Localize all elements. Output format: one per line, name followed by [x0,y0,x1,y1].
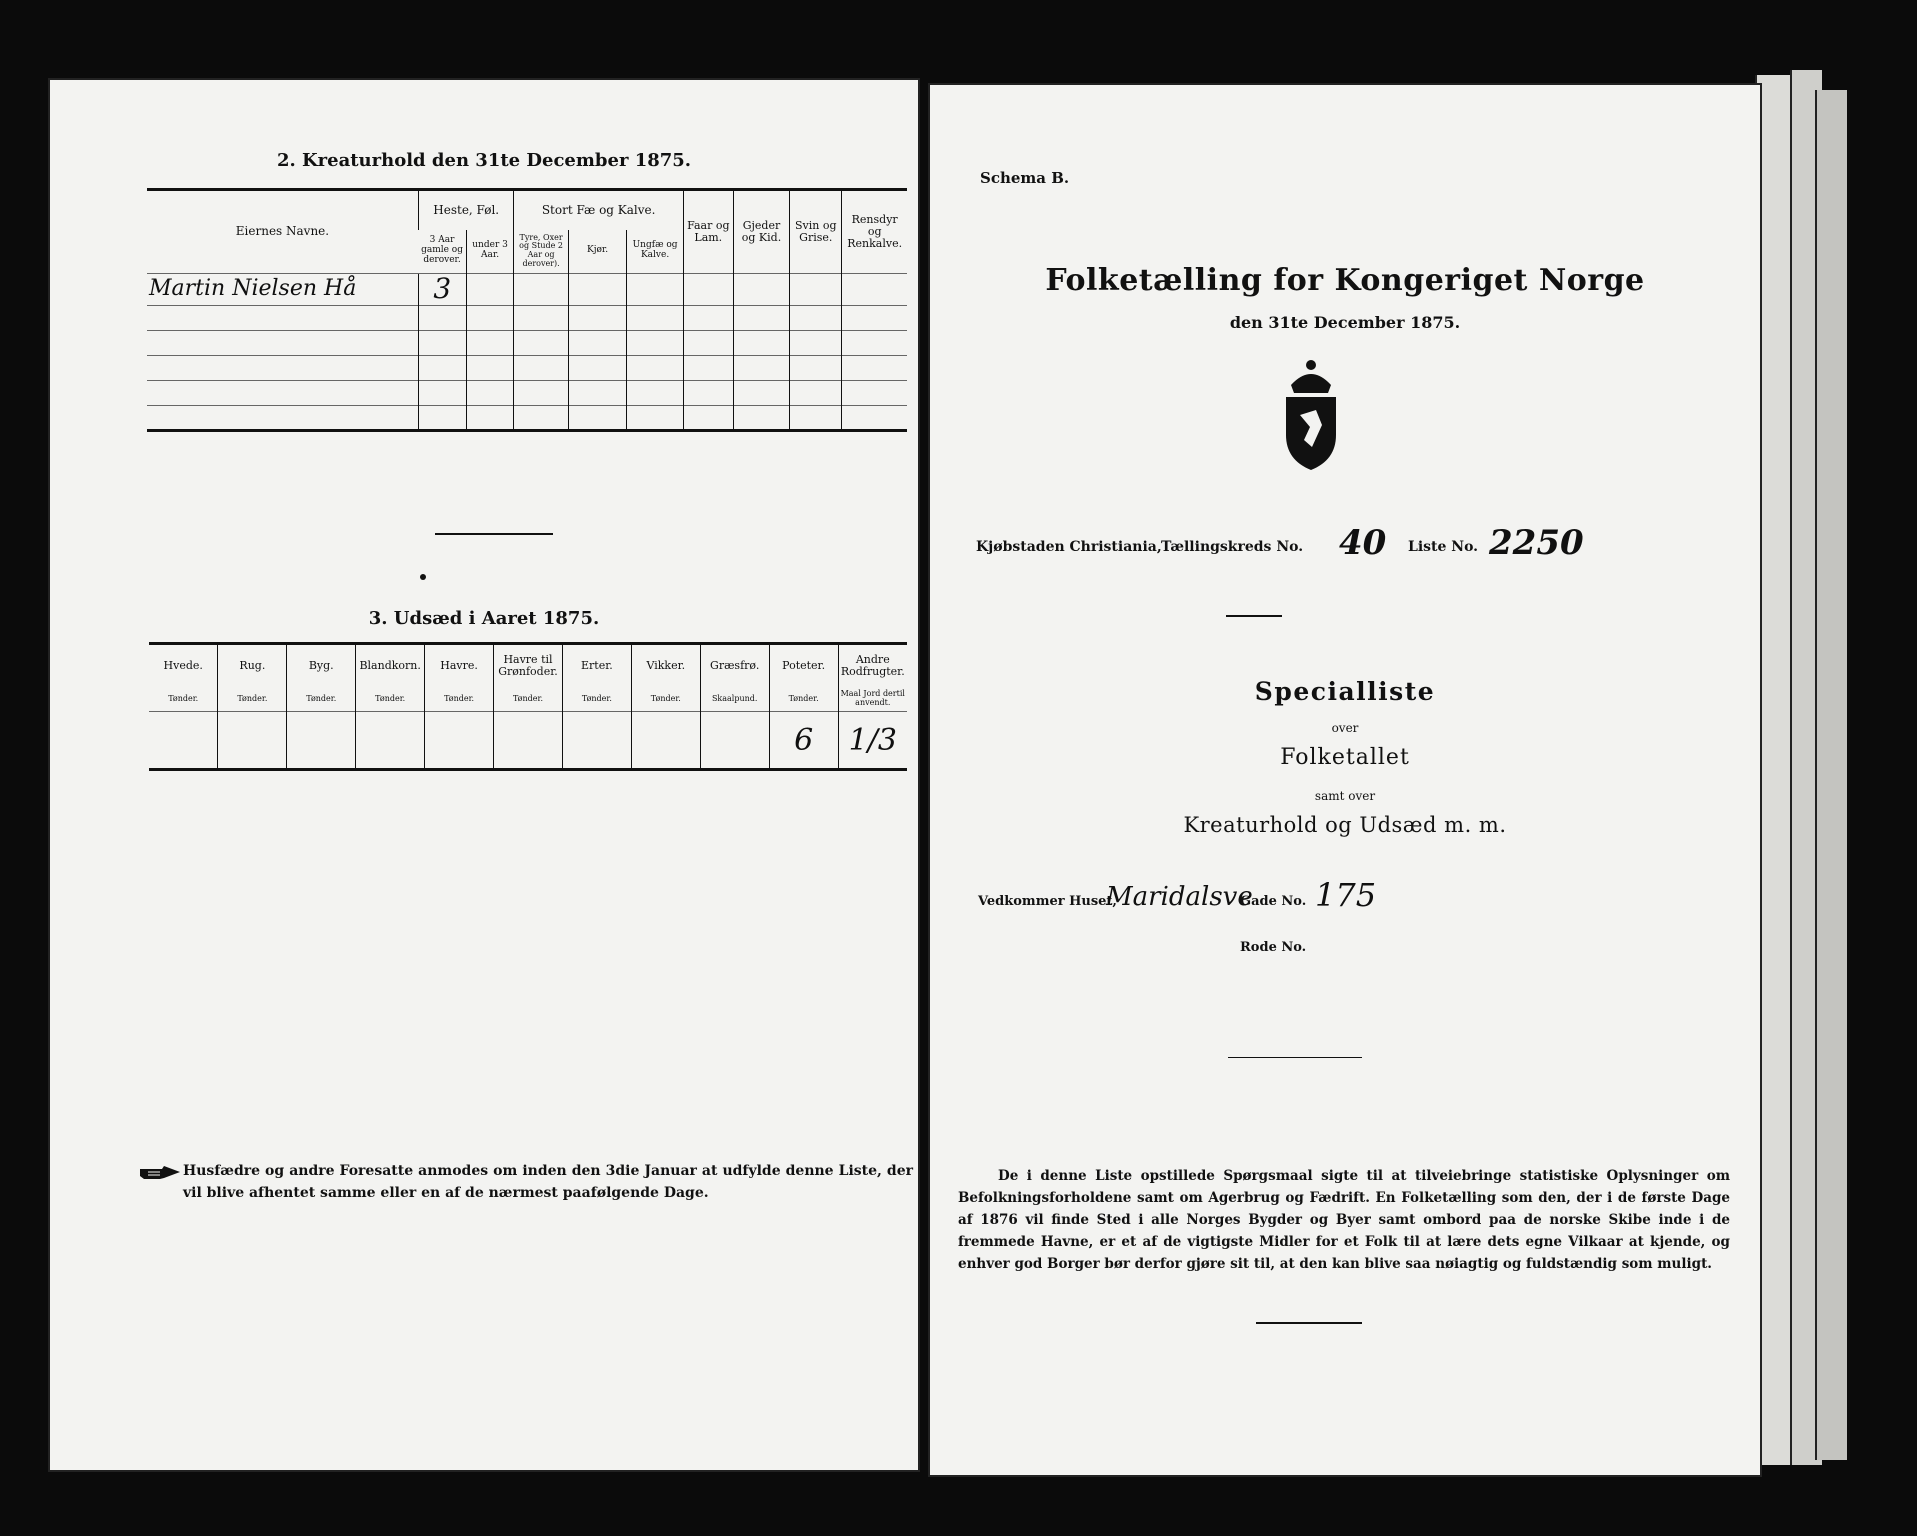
livestock-cell-horses_3plus [418,305,466,330]
livestock-cell-owner [147,355,418,380]
rode-label: Rode No. [1240,940,1307,955]
gade-value: 175 [1315,876,1377,914]
table-row [147,405,907,430]
livestock-cell-horses_3plus: 3 [418,274,466,306]
livestock-cell-horses_under3 [466,330,514,355]
closing-text: De i denne Liste opstillede Spørgsmaal sigte til at tilveiebringe statistiske Oplysninger om Befolkningsforholdene samt om Agerbrug og Fædrift. En Folketælling som den, der i de første Dage af 1876 vil finde Sted i alle Norges Bygder og Byer samt ombord paa de norske Skibe inde i de fremmede Havne, er et af de vigtigste Midler for et Folk til at lære dets egne Vilkaar at kjende, og enhver god Borger bør derfor gjøre sit til, at den kan blive saa nøiagtig og fuldstændig som muligt. [958,1168,1730,1272]
livestock-cell-sheep [683,305,733,330]
sowing-title: 3. Udsæd i Aaret 1875. [368,608,600,629]
livestock-cell-owner [147,405,418,430]
livestock-cell-cows [568,355,627,380]
sowing-header: Vikker. [631,644,700,688]
livestock-cell-pigs [790,274,842,306]
livestock-cell-horses_under3 [466,355,514,380]
divider [1226,615,1282,617]
livestock-cell-sheep [683,405,733,430]
livestock-cell-pigs [790,305,842,330]
table-row [147,274,907,306]
livestock-cell-young [627,330,683,355]
divider [1228,1057,1362,1058]
sowing-header: Rug. [218,644,287,688]
livestock-cell-oxen [514,330,568,355]
house-label: Vedkommer Huset, [978,894,1117,909]
sowing-unit: Tønder. [494,688,563,712]
livestock-cell-horses_3plus [418,355,466,380]
folketallet-text: Folketallet [1280,745,1410,770]
livestock-cell-oxen [514,355,568,380]
sowing-value: 6 [769,712,838,770]
sheep-header: Faar og Lam. [683,190,733,274]
street-value: Maridalsve [1106,882,1253,912]
livestock-cell-cows [568,380,627,405]
livestock-cell-horses_3plus [418,405,466,430]
horses-under3-header: under 3 Aar. [466,230,514,274]
sowing-unit: Tønder. [631,688,700,712]
livestock-cell-horses_3plus [418,330,466,355]
livestock-cell-young [627,380,683,405]
census-date: den 31te December 1875. [1229,313,1461,332]
livestock-cell-young [627,355,683,380]
sowing-value [631,712,700,770]
livestock-cell-goats [733,380,789,405]
livestock-cell-reindeer [842,380,907,405]
sowing-header: Græsfrø. [700,644,769,688]
divider [435,533,553,535]
sowing-value [218,712,287,770]
livestock-cell-oxen [514,274,568,306]
sowing-unit: Skaalpund. [700,688,769,712]
livestock-cell-pigs [790,330,842,355]
livestock-cell-oxen [514,405,568,430]
sowing-value [425,712,494,770]
sowing-header: Havre. [425,644,494,688]
sowing-header: Erter. [562,644,631,688]
horses-3plus-header: 3 Aar gamle og derover. [421,235,463,266]
sowing-unit: Tønder. [356,688,425,712]
cows-header: Kjør. [568,230,627,274]
table-row [147,305,907,330]
sowing-header: Blandkorn. [356,644,425,688]
livestock-cell-cows [568,305,627,330]
young-cattle-header: Ungfæ og Kalve. [627,230,683,274]
sowing-value [562,712,631,770]
ink-dot [420,574,426,580]
livestock-cell-owner [147,330,418,355]
livestock-cell-young [627,274,683,306]
page-edge [1815,90,1847,1460]
right-page [930,85,1760,1475]
livestock-cell-reindeer [842,355,907,380]
livestock-cell-goats [733,274,789,306]
kreds-label: Tællingskreds No. [1161,539,1304,555]
livestock-cell-cows [568,405,627,430]
livestock-cell-horses_3plus [418,380,466,405]
livestock-cell-goats [733,355,789,380]
sowing-unit: Tønder. [562,688,631,712]
sowing-value [356,712,425,770]
sowing-header: Havre til Grønfoder. [494,644,563,688]
livestock-cell-goats [733,405,789,430]
livestock-cell-sheep [683,274,733,306]
sowing-unit: Tønder. [769,688,838,712]
sowing-header: Andre Rodfrugter. [838,644,907,688]
livestock-cell-reindeer [842,405,907,430]
horses-header: Heste, Føl. [418,190,514,230]
sowing-table [149,642,907,771]
sowing-unit: Tønder. [168,693,199,703]
livestock-cell-owner [147,305,418,330]
sowing-value [494,712,563,770]
sowing-value: 1/3 [838,712,907,770]
schema-label: Schema B. [980,169,1070,187]
livestock-cell-reindeer [842,330,907,355]
table-row [147,380,907,405]
livestock-cell-sheep [683,380,733,405]
city-label: Kjøbstaden Christiania, [976,539,1162,555]
gade-label: Gade No. [1240,894,1307,909]
goats-header: Gjeder og Kid. [733,190,789,274]
livestock-cell-horses_under3 [466,274,514,306]
kreds-value: 40 [1339,523,1387,563]
livestock-cell-owner [147,380,418,405]
livestock-cell-sheep [683,330,733,355]
over-text: over [1331,721,1359,735]
livestock-cell-horses_under3 [466,305,514,330]
table-row [147,330,907,355]
table-row [147,355,907,380]
samt-over-text: samt over [1314,789,1376,803]
livestock-cell-oxen [514,380,568,405]
pointing-hand-icon [138,1163,182,1187]
livestock-cell-cows [568,274,627,306]
owner-header: Eiernes Navne. [147,190,418,274]
liste-value: 2250 [1489,523,1584,563]
sowing-unit: Maal Jord dertil anvendt. [838,688,907,712]
sowing-header: Byg. [287,644,356,688]
livestock-cell-goats [733,305,789,330]
livestock-cell-goats [733,330,789,355]
pigs-header: Svin og Grise. [790,190,842,274]
livestock-cell-cows [568,330,627,355]
sowing-header: Poteter. [769,644,838,688]
district-line [976,523,1756,569]
livestock-cell-reindeer [842,305,907,330]
oxen-header: Tyre, Oxer og Stude 2 Aar og derover). [514,230,568,274]
sowing-unit: Tønder. [218,688,287,712]
livestock-cell-horses_under3 [466,405,514,430]
livestock-cell-owner: Martin Nielsen Hå [147,274,418,306]
livestock-cell-young [627,305,683,330]
sowing-value [149,712,218,770]
kreaturhold-text: Kreaturhold og Udsæd m. m. [1183,813,1507,837]
notice-text: Husfædre og andre Foresatte anmodes om inden den 3die Januar at udfylde denne Liste, der vil blive afhentet samme eller en af de nærmest paafølgende Dage. [183,1163,913,1201]
special-title: Specialliste [1254,677,1436,706]
livestock-cell-reindeer [842,274,907,306]
left-page [50,80,918,1470]
liste-label: Liste No. [1408,539,1479,555]
reindeer-header: Rensdyr og Renkalve. [842,190,907,274]
livestock-cell-horses_under3 [466,380,514,405]
livestock-cell-oxen [514,305,568,330]
sowing-value [700,712,769,770]
cattle-header: Stort Fæ og Kalve. [514,190,683,230]
sowing-unit: Tønder. [287,688,356,712]
livestock-cell-pigs [790,380,842,405]
livestock-table [147,188,907,432]
sowing-header: Hvede. [149,644,218,688]
divider [1256,1322,1362,1324]
livestock-cell-sheep [683,355,733,380]
sowing-unit: Tønder. [425,688,494,712]
coat-of-arms-icon [1266,355,1356,479]
sowing-value [287,712,356,770]
livestock-title: 2. Kreaturhold den 31te December 1875. [276,150,692,171]
house-line [978,876,1758,920]
livestock-cell-young [627,405,683,430]
livestock-cell-pigs [790,355,842,380]
census-title: Folketælling for Kongeriget Norge [1045,263,1645,298]
livestock-cell-pigs [790,405,842,430]
